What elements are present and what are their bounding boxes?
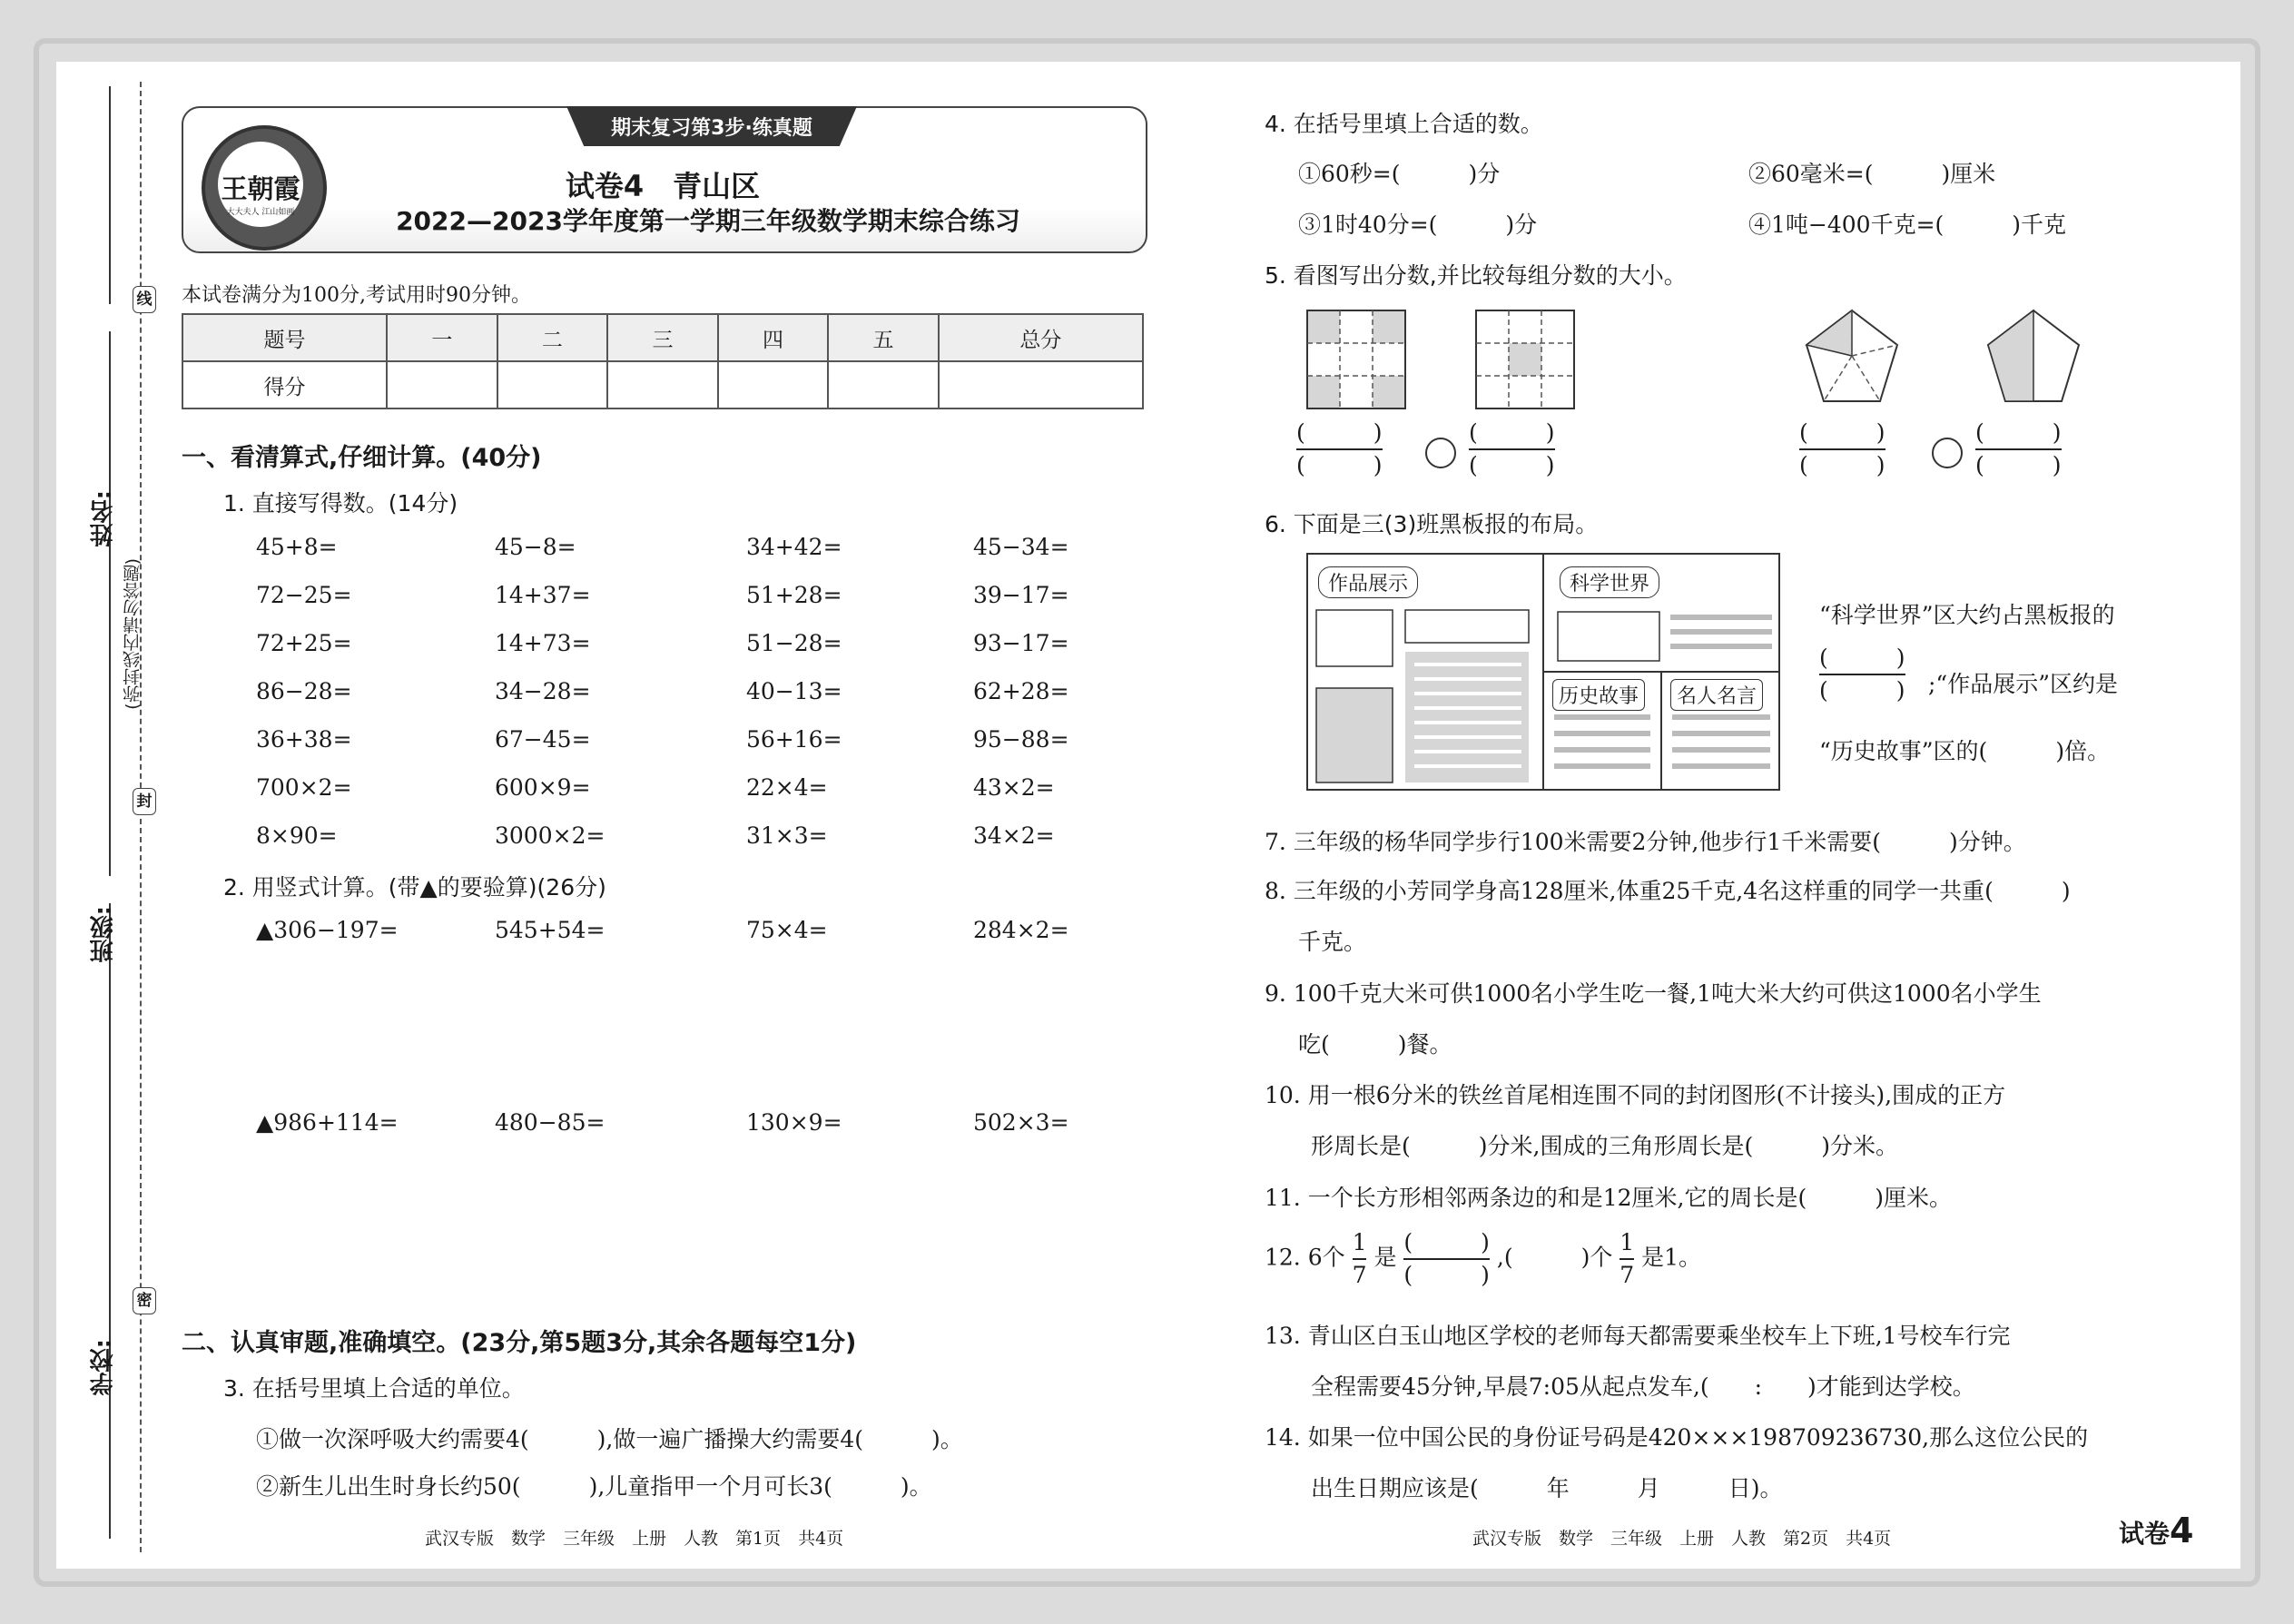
fraction-numerator: ( ) [1799,418,1885,450]
board-label-quotes: 名人名言 [1670,679,1763,711]
fraction-denominator: 7 [1620,1262,1635,1288]
q12-end: 是1。 [1641,1244,1702,1271]
binding-line-bottom [109,903,111,1539]
q1-item: 56+16= [746,726,842,753]
q6-text-2: ;“作品展示”区约是 [1928,671,2118,697]
q2-item: ▲986+114= [256,1109,399,1136]
q5-compare-circle-2[interactable] [1932,438,1963,468]
intro-text: 本试卷满分为100分,考试用时90分钟。 [182,284,531,307]
score-header-cell: 二 [497,314,608,361]
fraction-numerator: ( ) [1403,1227,1490,1260]
section-1-title: 一、看清算式,仔细计算。(40分) [182,444,542,472]
q2-item: 284×2= [973,917,1069,943]
q6-text-1: “科学世界”区大约占黑板报的 [1819,602,2115,628]
q1-item: 34−28= [495,678,591,704]
q4-title: 4. 在括号里填上合适的数。 [1265,111,1543,137]
section-2-title: 二、认真审题,准确填空。(23分,第5题3分,其余各题每空1分) [182,1329,857,1357]
logo-text: 王朝霞 [221,173,300,204]
q11: 11. 一个长方形相邻两条边的和是12厘米,它的周长是( )厘米。 [1265,1185,1952,1211]
score-table [182,313,1144,409]
q4-c: ③1时40分=( )分 [1298,212,1538,238]
q1-item: 14+73= [495,630,591,656]
name-label: 姓名: [90,490,117,547]
q8-line-2: 千克。 [1298,929,1367,955]
q10-line-2: 形周长是( )分米,围成的三角形周长是( )分米。 [1311,1133,1898,1159]
q2-item: 545+54= [495,917,605,943]
q5-fraction-1[interactable] [1296,418,1383,481]
banner-text: 期末复习第3步·练真题 [611,117,812,140]
q9-line-1: 9. 100千克大米可供1000名小学生吃一餐,1吨大米大约可供这1000名小学生 [1265,980,2042,1007]
q1-item: 8×90= [256,822,338,849]
q1-item: 39−17= [973,582,1069,608]
binding-line-top [109,86,111,304]
q6-title: 6. 下面是三(3)班黑板报的布局。 [1265,511,1599,537]
score-header-cell: 四 [718,314,829,361]
q1-item: 72+25= [256,630,352,656]
q1-item: 62+28= [973,678,1069,704]
score-header-cell: 五 [828,314,939,361]
footer-right: 武汉专版 数学 三年级 上册 人教 第2页 共4页 [1472,1529,1892,1549]
fraction-numerator: ( ) [1296,418,1383,450]
q1-item: 93−17= [973,630,1069,656]
q1-item: 43×2= [973,774,1055,801]
q1-item: 67−45= [495,726,591,753]
board-label-science: 科学世界 [1560,566,1659,598]
fraction-denominator: ( ) [1403,1262,1490,1288]
q5-title: 5. 看图写出分数,并比较每组分数的大小。 [1265,262,1687,289]
fraction-numerator: 1 [1620,1227,1634,1260]
board-label-history: 历史故事 [1552,679,1645,711]
q12-middle: ,( )个 [1496,1244,1613,1271]
school-label: 学校: [90,1339,117,1396]
q12-fraction-one-seventh [1353,1227,1367,1291]
q2-item: ▲306−197= [256,917,399,943]
q5-figure-square-2 [1476,310,1576,410]
q14-line-1: 14. 如果一位中国公民的身份证号码是420×××198709236730,那么这位公民的 [1265,1424,2089,1451]
score-input-cell[interactable] [607,361,718,408]
q1-item: 22×4= [746,774,828,801]
badge-text: 试卷 [2119,1519,2171,1549]
paper-badge [2119,1511,2193,1550]
q2-item: 480−85= [495,1109,605,1136]
seal-mark-line: 线 [133,286,156,313]
seal-mark-seal: 封 [133,788,156,815]
q1-item: 45−34= [973,534,1069,560]
q6-text-3: “历史故事”区的( )倍。 [1819,738,2111,764]
q13-line-2: 全程需要45分钟,早晨7:05从起点发车,( : )才能到达学校。 [1311,1373,1975,1400]
q10-line-1: 10. 用一根6分米的铁丝首尾相连围不同的封闭图形(不计接头),围成的正方 [1265,1082,2006,1108]
q3-title: 3. 在括号里填上合适的单位。 [223,1375,525,1402]
q1-item: 31×3= [746,822,828,849]
q1-item: 36+38= [256,726,352,753]
score-header-cell: 题号 [182,314,387,361]
fraction-numerator: 1 [1353,1227,1367,1260]
q1-item: 72−25= [256,582,352,608]
logo-sub: 大大夫人 江山如画 [226,208,295,217]
fraction-denominator: ( ) [1469,452,1555,478]
q5-figure-pentagon-2 [1988,310,2088,410]
q2-item: 502×3= [973,1109,1069,1136]
q5-compare-circle-1[interactable] [1425,438,1456,468]
binding-line-mid [109,331,111,876]
q5-fraction-2[interactable] [1469,418,1555,481]
fraction-denominator: ( ) [1799,452,1885,478]
q5-figure-pentagon-1 [1807,310,1906,410]
fraction-numerator: ( ) [1819,643,1905,675]
score-row-label: 得分 [182,361,387,408]
q1-item: 34×2= [973,822,1055,849]
q12 [1265,1227,1701,1291]
q3-line-1: ①做一次深呼吸大约需要4( ),做一遍广播操大约需要4( )。 [256,1426,963,1452]
q9-line-2: 吃( )餐。 [1298,1031,1452,1058]
q1-item: 600×9= [495,774,591,801]
q2-item: 130×9= [746,1109,842,1136]
q1-item: 3000×2= [495,822,605,849]
q5-fraction-4[interactable] [1975,418,2062,481]
score-input-cell[interactable] [497,361,608,408]
q1-item: 40−13= [746,678,842,704]
class-label: 班级: [90,906,117,963]
q4-b: ②60毫米=( )厘米 [1748,161,1996,187]
fraction-denominator: ( ) [1975,452,2062,478]
q1-title: 1. 直接写得数。(14分) [223,490,458,517]
fraction-numerator: ( ) [1469,418,1555,450]
q8-line-1: 8. 三年级的小芳同学身高128厘米,体重25千克,4名这样重的同学一共重( ) [1265,878,2071,904]
name-field[interactable] [100,213,102,486]
q1-item: 45+8= [256,534,338,560]
q3-line-2: ②新生儿出生时身长约50( ),儿童指甲一个月可长3( )。 [256,1473,932,1500]
seal-mark-secret: 密 [133,1287,156,1314]
q1-item: 86−28= [256,678,352,704]
q12-is: 是 [1373,1244,1397,1271]
q12-prefix: 12. 6个 [1265,1244,1345,1271]
q4-d: ④1吨−400千克=( )千克 [1748,212,2067,238]
q1-item: 14+37= [495,582,591,608]
score-input-cell[interactable] [828,361,939,408]
fraction-numerator: ( ) [1975,418,2062,450]
class-field[interactable] [100,744,102,899]
fraction-denominator: ( ) [1819,677,1905,704]
score-header-cell: 总分 [939,314,1143,361]
q1-item: 45−8= [495,534,576,560]
q6-fraction[interactable] [1819,643,1905,706]
q12-fraction-one-seventh [1620,1227,1634,1291]
q13-line-1: 13. 青山区白玉山地区学校的老师每天都需要乘坐校车上下班,1号校车行完 [1265,1323,2011,1349]
footer-left: 武汉专版 数学 三年级 上册 人教 第1页 共4页 [425,1529,844,1549]
no-answer-note: (弥封线内请勿答题) [123,558,143,710]
badge-number: 4 [2170,1511,2194,1550]
q12-answer-fraction[interactable] [1403,1227,1490,1291]
q14-line-2: 出生日期应该是( 年 月 日)。 [1311,1475,1783,1501]
score-header-cell: 一 [387,314,497,361]
q5-fraction-3[interactable] [1799,418,1885,481]
school-field[interactable] [100,1017,102,1334]
q1-item: 51+28= [746,582,842,608]
q1-item: 51−28= [746,630,842,656]
score-input-cell[interactable] [718,361,829,408]
fraction-denominator: 7 [1352,1262,1367,1288]
board-label-works: 作品展示 [1318,566,1418,598]
q1-item: 700×2= [256,774,352,801]
score-input-cell[interactable] [387,361,497,408]
fraction-denominator: ( ) [1296,452,1383,478]
q7: 7. 三年级的杨华同学步行100米需要2分钟,他步行1千米需要( )分钟。 [1265,829,2026,855]
paper-title: 试卷4 青山区 [565,169,761,203]
q5-figure-square-1 [1307,310,1407,410]
q4-a: ①60秒=( )分 [1298,161,1501,187]
q1-item: 95−88= [973,726,1069,753]
q2-title: 2. 用竖式计算。(带▲的要验算)(26分) [223,874,606,901]
paper-subtitle: 2022—2023学年度第一学期三年级数学期末综合练习 [396,206,1020,236]
score-input-cell[interactable] [939,361,1143,408]
score-header-cell: 三 [607,314,718,361]
q2-item: 75×4= [746,917,828,943]
q1-item: 34+42= [746,534,842,560]
